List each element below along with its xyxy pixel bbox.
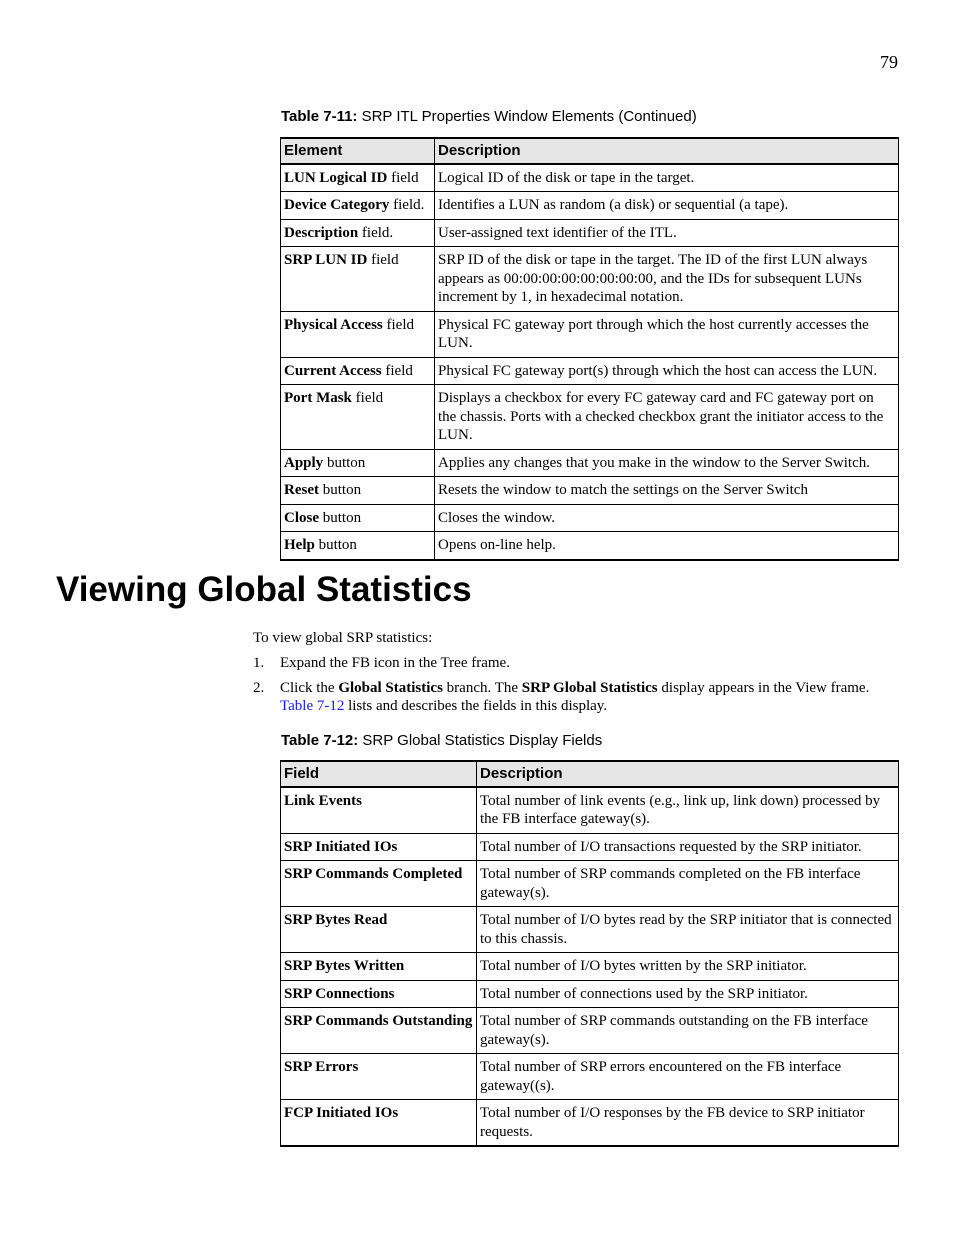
element-type: button (314, 537, 357, 553)
element-name: Physical Access (284, 316, 383, 333)
element-name: Apply (284, 454, 324, 471)
table-row (281, 787, 899, 834)
element-cell (281, 1100, 477, 1147)
description-cell: Total number of I/O bytes written by the SRP initiator. (477, 953, 899, 981)
table-row (281, 477, 899, 505)
element-type: button (323, 454, 366, 471)
element-name: SRP Commands Completed (284, 866, 463, 882)
table-header-row (281, 138, 899, 164)
element-name: Help (284, 537, 315, 553)
element-cell (281, 247, 435, 312)
description-cell: Total number of link events (e.g., link up, link down) processed by the FB interface gateway(s). (477, 787, 899, 834)
description-cell: Displays a checkbox for every FC gateway card and FC gateway port on the chassis. Ports with a checked checkbox grant the initiator access to the LUN. (435, 385, 899, 450)
description-cell: Total number of I/O transactions requested by the SRP initiator. (477, 833, 899, 861)
element-cell (281, 504, 435, 532)
step-text-part: Click the (280, 680, 339, 696)
element-name: Description (284, 224, 359, 241)
element-cell (281, 449, 435, 477)
element-cell (281, 861, 477, 907)
element-type: field (381, 362, 413, 379)
element-cell (281, 192, 435, 220)
description-cell: Total number of SRP commands outstanding on the FB interface gateway(s). (477, 1008, 899, 1054)
description-cell: Physical FC gateway port(s) through which the host can access the LUN. (435, 357, 899, 385)
element-type: button (318, 482, 362, 498)
step-text-part: branch. The (442, 680, 522, 696)
element-type: field (387, 169, 419, 186)
element-type: field. (358, 224, 394, 241)
table-row (281, 953, 899, 981)
description-cell: SRP ID of the disk or tape in the target. The ID of the first LUN always appears as 00:00:00:00:00:00:00:00, and the IDs for subsequent LUNs increment by 1, in hexadecimal notation. (435, 247, 899, 312)
caption-label: Table 7-12: (281, 732, 359, 749)
element-cell (281, 787, 477, 834)
caption-text: SRP ITL Properties Window Elements (Continued) (357, 108, 697, 125)
table-row (281, 311, 899, 357)
element-type: button (319, 509, 362, 526)
description-cell: Applies any changes that you make in the window to the Server Switch. (435, 449, 899, 477)
element-cell (281, 219, 435, 247)
step-text-part: lists and describes the fields in this display. (344, 698, 608, 714)
element-name: LUN Logical ID (284, 169, 388, 186)
step-text: Expand the FB icon in the Tree frame. (280, 655, 510, 671)
table-7-12-caption (281, 732, 602, 749)
element-cell (281, 385, 435, 450)
step-bold-term: Global Statistics (338, 680, 443, 696)
element-type: field (367, 252, 399, 268)
page-number: 79 (880, 52, 898, 72)
element-name: Reset (284, 482, 319, 498)
table-row (281, 907, 899, 953)
table-row (281, 192, 899, 220)
element-type: field (382, 316, 414, 333)
step-bold-term: SRP Global Statistics (521, 680, 658, 696)
description-cell: Opens on-line help. (435, 532, 899, 560)
table-row (281, 504, 899, 532)
step-text-part: display appears in the View frame. (657, 680, 870, 696)
table-row (281, 385, 899, 450)
table-row (281, 219, 899, 247)
element-name: SRP LUN ID (284, 252, 368, 268)
element-type: field (351, 390, 384, 406)
element-cell (281, 833, 477, 861)
table-7-11-caption (281, 108, 697, 125)
element-name: Device Category (284, 197, 390, 213)
table-row (281, 861, 899, 907)
element-name: Current Access (284, 362, 382, 379)
table-row (281, 1100, 899, 1147)
element-name: Link Events (284, 792, 362, 809)
element-name: SRP Commands Outstanding (284, 1013, 473, 1029)
table-row (281, 247, 899, 312)
srp-itl-properties-table (280, 137, 899, 561)
caption-text: SRP Global Statistics Display Fields (358, 732, 603, 749)
table-row (281, 449, 899, 477)
element-name: SRP Connections (284, 985, 395, 1002)
column-header-description: Description (435, 138, 899, 164)
description-cell: Total number of connections used by the SRP initiator. (477, 980, 899, 1008)
table-row (281, 532, 899, 560)
element-name: SRP Initiated IOs (284, 838, 398, 855)
description-cell: Identifies a LUN as random (a disk) or sequential (a tape). (435, 192, 899, 220)
element-type: field. (389, 197, 425, 213)
description-cell: Resets the window to match the settings on the Server Switch (435, 477, 899, 505)
element-name: FCP Initiated IOs (284, 1105, 399, 1121)
section-title: Viewing Global Statistics (56, 570, 472, 609)
column-header-element: Element (281, 138, 435, 164)
srp-global-statistics-table (280, 760, 899, 1147)
description-cell: Closes the window. (435, 504, 899, 532)
element-name: Port Mask (284, 390, 352, 406)
description-cell: Total number of I/O responses by the FB device to SRP initiator requests. (477, 1100, 899, 1147)
table-row (281, 1008, 899, 1054)
table-row (281, 164, 899, 192)
element-cell (281, 980, 477, 1008)
element-cell (281, 311, 435, 357)
element-name: SRP Errors (284, 1059, 359, 1075)
table-row (281, 357, 899, 385)
element-cell (281, 357, 435, 385)
description-cell: Physical FC gateway port through which the host currently accesses the LUN. (435, 311, 899, 357)
description-cell: Logical ID of the disk or tape in the target. (435, 164, 899, 192)
column-header-description: Description (477, 761, 899, 787)
step-number: 2. (253, 680, 265, 696)
element-name: SRP Bytes Written (284, 958, 405, 974)
column-header-field: Field (281, 761, 477, 787)
element-name: Close (284, 509, 319, 526)
table-7-12-link[interactable]: Table 7-12 (280, 698, 345, 714)
element-cell (281, 477, 435, 505)
intro-text: To view global SRP statistics: (253, 630, 433, 646)
element-cell (281, 907, 477, 953)
table-row (281, 980, 899, 1008)
element-cell (281, 532, 435, 560)
description-cell: User-assigned text identifier of the ITL. (435, 219, 899, 247)
table-header-row (281, 761, 899, 787)
description-cell: Total number of SRP commands completed on the FB interface gateway(s). (477, 861, 899, 907)
table-row (281, 1054, 899, 1100)
element-cell (281, 164, 435, 192)
element-cell (281, 953, 477, 981)
description-cell: Total number of SRP errors encountered on the FB interface gateway((s). (477, 1054, 899, 1100)
caption-label: Table 7-11: (281, 108, 358, 125)
element-cell (281, 1008, 477, 1054)
table-row (281, 833, 899, 861)
description-cell: Total number of I/O bytes read by the SRP initiator that is connected to this chassis. (477, 907, 899, 953)
element-name: SRP Bytes Read (284, 912, 388, 928)
element-cell (281, 1054, 477, 1100)
step-number: 1. (253, 655, 265, 671)
step-text (280, 679, 900, 715)
